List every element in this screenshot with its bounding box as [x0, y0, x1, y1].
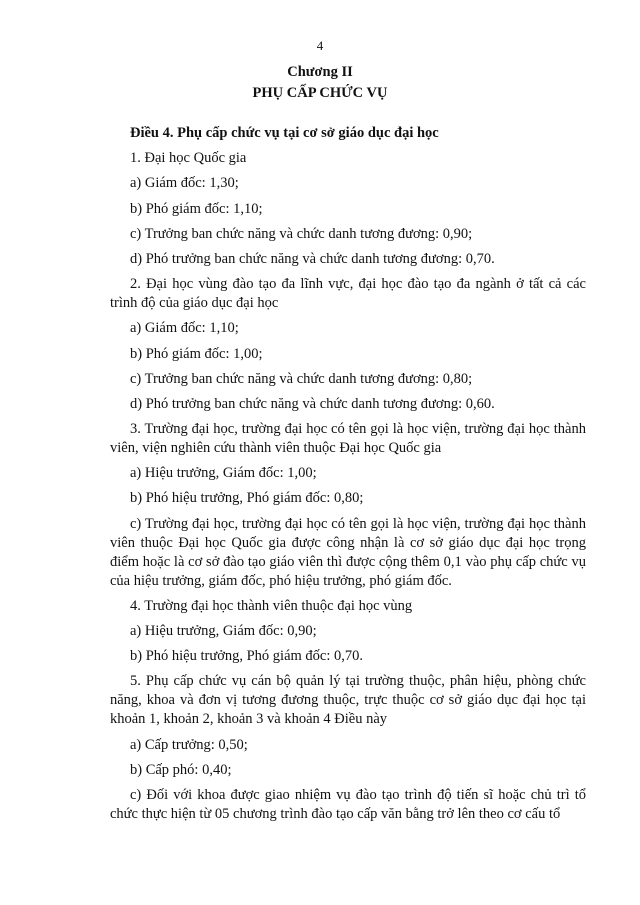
- paragraph: a) Cấp trưởng: 0,50;: [130, 736, 248, 753]
- paragraph: 2. Đại học vùng đào tạo đa lĩnh vực, đại học đào tạo đa ngành ở tất cả các trình độ của giáo dục đại học: [110, 276, 586, 312]
- paragraph: a) Hiệu trưởng, Giám đốc: 0,90;: [130, 623, 317, 639]
- paragraph: a) Giám đốc: 1,10;: [130, 320, 239, 337]
- paragraph: d) Phó trưởng ban chức năng và chức danh tương đương: 0,70.: [130, 250, 495, 267]
- paragraph: a) Giám đốc: 1,30;: [130, 175, 239, 192]
- paragraph: c) Trường đại học, trường đại học có tên gọi là học viện, trường đại học thành viên thuộc Đại học Quốc gia được công nhận là cơ sở giáo dục đại học trọng điểm hoặc là cơ sở đào tạo giáo viên thì được cộng thêm 0,1 vào phụ cấp chức vụ của hiệu trưởng, giám đốc, phó hiệu trưởng, phó giám đốc.: [110, 515, 586, 589]
- page-number: 4: [316, 38, 324, 53]
- paragraph: b) Phó giám đốc: 1,10;: [130, 200, 263, 217]
- paragraph: 4. Trường đại học thành viên thuộc đại học vùng: [130, 597, 413, 614]
- paragraph: c) Đối với khoa được giao nhiệm vụ đào tạo trình độ tiến sĩ hoặc chủ trì tổ chức thực hiện từ 05 chương trình đào tạo cấp văn bằng trở lên theo cơ cấu tổ: [110, 786, 586, 822]
- paragraph: a) Hiệu trưởng, Giám đốc: 1,00;: [130, 465, 317, 482]
- chapter-label: Chương II: [287, 64, 353, 80]
- paragraph: c) Trưởng ban chức năng và chức danh tương đương: 0,80;: [130, 370, 473, 387]
- paragraph: b) Cấp phó: 0,40;: [130, 761, 232, 778]
- paragraph: b) Phó hiệu trưởng, Phó giám đốc: 0,70.: [130, 648, 364, 665]
- paragraph: 1. Đại học Quốc gia: [130, 150, 247, 167]
- paragraph: b) Phó giám đốc: 1,00;: [130, 345, 263, 362]
- paragraph: b) Phó hiệu trưởng, Phó giám đốc: 0,80;: [130, 490, 364, 507]
- paragraph: 5. Phụ cấp chức vụ cán bộ quản lý tại trường thuộc, phân hiệu, phòng chức năng, khoa và đơn vị tương đương thuộc, trực thuộc cơ sở giáo dục đại học tại khoản 1, khoản 2, khoản 3 và khoản 4 Điều này: [110, 673, 586, 728]
- chapter-title: PHỤ CẤP CHỨC VỤ: [252, 85, 388, 101]
- paragraph: 3. Trường đại học, trường đại học có tên gọi là học viện, trường đại học thành viên, viện nghiên cứu thành viên thuộc Đại học Quốc gia: [110, 421, 586, 457]
- document-body: [110, 124, 586, 830]
- paragraph: d) Phó trưởng ban chức năng và chức danh tương đương: 0,60.: [130, 395, 495, 412]
- paragraph: c) Trưởng ban chức năng và chức danh tương đương: 0,90;: [130, 225, 473, 242]
- article-heading: Điều 4. Phụ cấp chức vụ tại cơ sở giáo dục đại học: [130, 125, 439, 141]
